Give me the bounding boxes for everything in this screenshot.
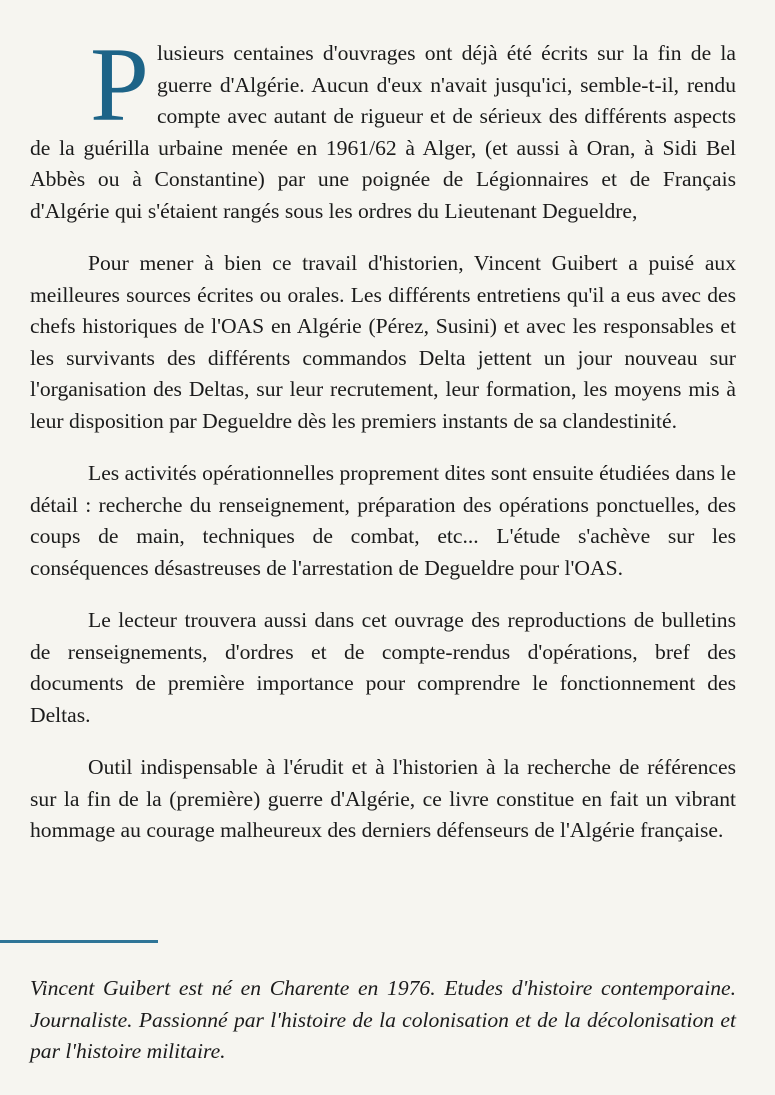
- author-bio: Vincent Guibert est né en Charente en 1976. Etudes d'histoire contemporaine. Journaliste. Passionné par l'histoire de la colonisation et de la décolonisation et par l'histoire militaire.: [30, 976, 736, 1063]
- paragraph-3: Les activités opérationnelles proprement dites sont ensuite étudiées dans le détail : recherche du renseignement, préparation des opérations ponctuelles, des coups de main, techniques de combat, etc... L'étude s'achève sur les conséquences désastreuses de l'arrestation de Degueldre pour l'OAS.: [30, 461, 736, 580]
- drop-cap-letter: P: [90, 26, 149, 143]
- paragraph-5: Outil indispensable à l'érudit et à l'historien à la recherche de références sur la fin de la (première) guerre d'Algérie, ce livre constitue en fait un vibrant hommage au courage malheureux des derniers défenseurs de l'Algérie française.: [30, 755, 736, 842]
- paragraph-4: Le lecteur trouvera aussi dans cet ouvrage des reproductions de bulletins de renseignements, d'ordres et de compte-rendus d'opérations, bref des documents de première importance pour comprendre le fonctionnement des Deltas.: [30, 608, 736, 727]
- paragraph-2: Pour mener à bien ce travail d'historien, Vincent Guibert a puisé aux meilleures sources écrites ou orales. Les différents entretiens qu'il a eus avec des chefs historiques de l'OAS en Algérie (Pérez, Susini) et avec les responsables et les survivants des différents commandos Delta jettent un jour nouveau sur l'organisation des Deltas, sur leur recrutement, leur formation, les moyens mis à leur disposition par Degueldre dès les premiers instants de sa clandestinité.: [30, 251, 736, 433]
- paragraph-1-text: lusieurs centaines d'ouvrages ont déjà été écrits sur la fin de la guerre d'Algérie. Aucun d'eux n'avait jusqu'ici, semble-t-il, rendu compte avec autant de rigueur et de sérieux des différents aspects de la guérilla urbaine menée en 1961/62 à Alger, (et aussi à Oran, à Sidi Bel Abbès ou à Constantine) par une poignée de Légionnaires et de Français d'Algérie qui s'étaient rangés sous les ordres du Lieutenant Degueldre,: [30, 41, 736, 223]
- back-cover-text: [30, 26, 736, 868]
- section-divider: [0, 940, 158, 943]
- paragraph-1: [30, 26, 736, 227]
